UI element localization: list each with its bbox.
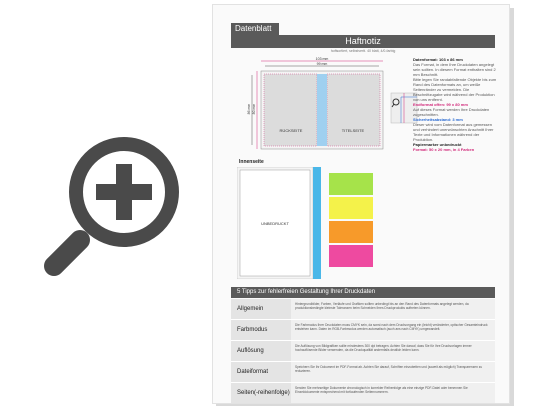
tip-row	[231, 299, 495, 320]
tip-row	[231, 362, 495, 383]
dim-total-height: 86 mm	[247, 103, 251, 115]
inner-side-drawing	[237, 167, 377, 279]
tip-text: Die Auflösung von Bildgrafiken sollte mindestens 300 dpi betragen. Achten Sie darauf, dass Sie für Ihre Druckvorlagen immer hochauflösende Bilder verwenden, da die Druckqualität andernfalls deutlich leiden kann.	[291, 341, 495, 361]
format-drawing	[231, 57, 421, 153]
tip-key: Farbmodus	[231, 320, 291, 340]
paper-marker-format: Format: 50 x 20 mm, in 4 Farben	[413, 147, 475, 152]
data-sheet	[212, 4, 510, 404]
tip-key: Allgemein	[231, 299, 291, 319]
final-format-text: Auf dieses Format werden Ihre Druckdaten zugeschnitten.	[413, 107, 490, 117]
tip-key: Dateiformat	[231, 362, 291, 382]
sheet-subtitle: hoftsortiert, selbstvertt. 40 blatt, 4/0-farbig	[330, 49, 396, 53]
format-notes	[413, 57, 497, 152]
paper-marker-label: Papiermarker unbedruckt	[413, 142, 462, 147]
tip-text: Speichern Sie Ihr Dokument im PDF-Format ab. Achten Sie darauf, Schriften einzubetten und (soweit als möglich) Transparenzen zu reduzieren.	[291, 362, 495, 382]
marker-orange	[329, 221, 373, 243]
tip-key: Auflösung	[231, 341, 291, 361]
format-text: Das Format, in dem Ihre Druckdaten angelegt sein sollten. In diesem Format enthalten sind 2 mm Beschnitt.	[413, 62, 496, 77]
format-label: Datenformat: 103 x 86 mm	[413, 57, 463, 62]
tip-text: Die Farbmodus Ihrer Druckdaten muss CMYK sein, da sonst nach dem Druckvorgang ein (leicht) veränderter, optischer Gesamteindruck entstehen kann. Daten im RGB-Farbmodus werden automatisch (auch ans nach CMYK) umgewandelt.	[291, 320, 495, 340]
marker-green	[329, 173, 373, 195]
dim-inner-height: 80 mm	[252, 103, 256, 115]
tips-title: 5 Tipps zur fehlerfreien Gestaltung Ihrer Druckdaten	[231, 287, 495, 298]
tip-row	[231, 320, 495, 341]
dim-total-width: 103 mm	[315, 57, 329, 61]
tip-text: Senden Sie mehrseitige Dokumente chronologisch in korrekter Reihenfolge als eine einzige PDF-Datei oder benennen Sie Einzeldokumente entsprechend mit fortlaufenden Seitennummern.	[291, 383, 495, 403]
zoom-in-icon[interactable]	[44, 118, 204, 278]
cover-left-label: RÜCKSEITE	[279, 128, 303, 133]
marker-pink	[329, 245, 373, 267]
tip-row	[231, 341, 495, 362]
final-format-label: Endformat offen: 99 x 80 mm	[413, 102, 468, 107]
safe-distance-text: Dieser wird vom Datenformat aus gemessen und verhindert unerwünschten Anschnitt Ihrer Texte und Informationen während der Produktion.	[413, 122, 494, 142]
tip-key: Seiten(-reihenfolge)	[231, 383, 291, 403]
note-text: Bitte legen Sie randabfallende Objekte bis zum Rand des Datenformats an, um weiße Seitenränder zu vermeiden. Die Beschnittzugabe wird während der Produktion von uns entfernt.	[413, 77, 497, 102]
inner-box-label: UNBEDRUCKT	[261, 221, 289, 226]
tip-text: Hintergrundbilder, Farben, Verläufe und Grafiken sollten unbedingt bis an den Rand des Datenformats angelegt werden, da produktionsbedingte kleinste Toleranzen beim Schneiden Ihres Druckprodukts auftreten können.	[291, 299, 495, 319]
tip-row	[231, 383, 495, 404]
tips-table	[231, 299, 495, 404]
marker-yellow	[329, 197, 373, 219]
dim-inner-width: 99 mm	[316, 62, 328, 66]
sheet-title: Haftnotiz	[231, 35, 495, 48]
inner-side-label: Innenseite	[239, 159, 264, 165]
sheet-tab: Datenblatt	[231, 23, 279, 35]
safe-distance-label: Sicherheitsabstand: 3 mm	[413, 117, 463, 122]
cover-right-label: TITELSEITE	[341, 128, 365, 133]
